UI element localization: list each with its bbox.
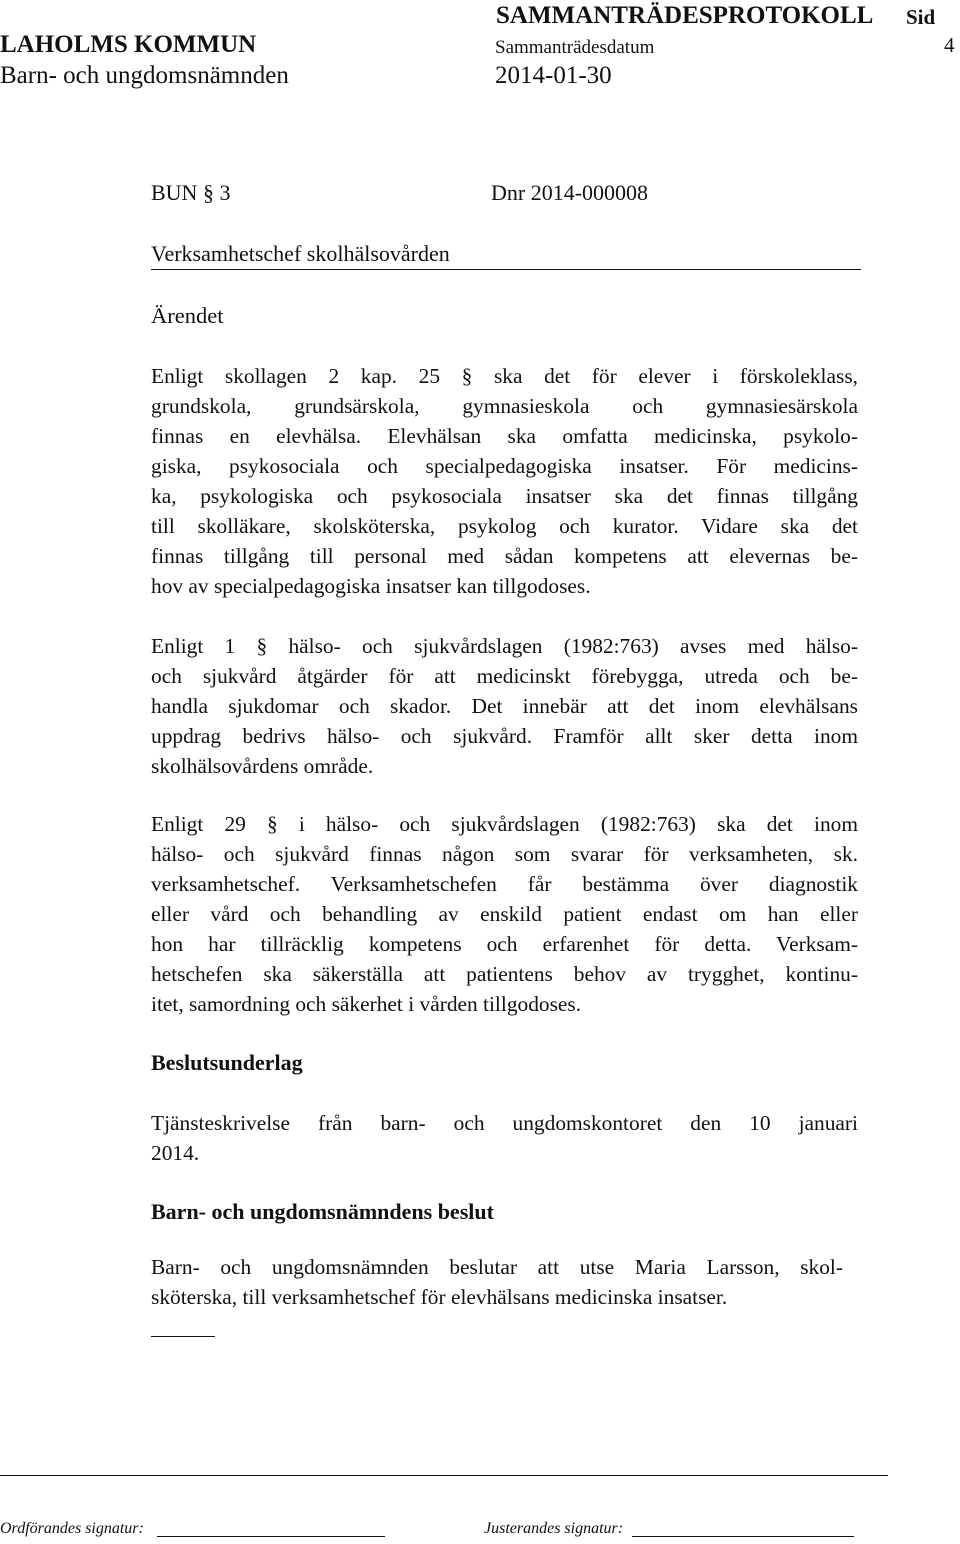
end-of-section-rule (151, 1336, 215, 1337)
text-line: sköterska, till verksamhetschef för elevhälsans medicinska insatser. (151, 1285, 728, 1309)
chair-signature-label: Ordförandes signatur: (0, 1520, 144, 1537)
text-line: skolhälsovårdens område. (151, 754, 374, 778)
text-line: hov av specialpedagogiska insatser kan tillgodoses. (151, 574, 591, 598)
text-line: eller vård och behandling av enskild patient endast om han eller (151, 902, 858, 926)
arendet-heading: Ärendet (151, 303, 224, 328)
text-line: giska, psykosociala och specialpedagogiska insatser. För medicins- (151, 454, 858, 478)
protocol-title: SAMMANTRÄDESPROTOKOLL (496, 2, 874, 29)
beslutsunderlag-heading: Beslutsunderlag (151, 1050, 303, 1075)
page-number: 4 (944, 33, 955, 57)
paragraph-4 (151, 1108, 858, 1168)
adjuster-signature-line (632, 1536, 854, 1537)
text-line: Enligt 29 § i hälso- och sjukvårdslagen (1982:763) ska det inom (151, 812, 858, 836)
case-title: Verksamhetschef skolhälsovården (151, 241, 450, 266)
text-line: Barn- och ungdomsnämnden beslutar att utse Maria Larsson, skol- (151, 1255, 843, 1279)
text-line: till skolläkare, skolsköterska, psykolog och kurator. Vidare ska det (151, 514, 858, 538)
paragraph-3 (151, 809, 858, 1019)
text-line: finnas en elevhälsa. Elevhälsan ska omfatta medicinska, psykolo- (151, 424, 858, 448)
municipality-name: LAHOLMS KOMMUN (0, 31, 257, 58)
text-line: hon har tillräcklig kompetens och erfarenhet för detta. Verksam- (151, 932, 858, 956)
chair-signature-line (157, 1536, 385, 1537)
text-line: hetschefen ska säkerställa att patientens behov av trygghet, kontinu- (151, 962, 858, 986)
case-number: BUN § 3 (151, 180, 231, 205)
text-line: och sjukvård åtgärder för att medicinskt förebygga, utreda och be- (151, 664, 858, 688)
paragraph-1 (151, 361, 858, 601)
text-line: grundskola, grundsärskola, gymnasieskola och gymnasiesärskola (151, 394, 858, 418)
committee-name: Barn- och ungdomsnämnden (0, 62, 289, 89)
text-line: finnas tillgång till personal med sådan kompetens att elevernas be- (151, 544, 858, 568)
sid-label: Sid (906, 5, 936, 29)
paragraph-2 (151, 631, 858, 781)
text-line: itet, samordning och säkerhet i vården tillgodoses. (151, 992, 582, 1016)
text-line: hälso- och sjukvård finnas någon som svarar för verksamheten, sk. (151, 842, 858, 866)
paragraph-5 (151, 1252, 843, 1312)
beslut-heading: Barn- och ungdomsnämndens beslut (151, 1199, 494, 1224)
text-line: Enligt 1 § hälso- och sjukvårdslagen (1982:763) avses med hälso- (151, 634, 858, 658)
text-line: uppdrag bedrivs hälso- och sjukvård. Framför allt sker detta inom (151, 724, 858, 748)
text-line: Tjänsteskrivelse från barn- och ungdomskontoret den 10 januari (151, 1111, 858, 1135)
case-dnr: Dnr 2014-000008 (491, 180, 649, 205)
text-line: Enligt skollagen 2 kap. 25 § ska det för elever i förskoleklass, (151, 364, 858, 388)
case-title-underline (151, 269, 861, 270)
adjuster-signature-label: Justerandes signatur: (484, 1520, 624, 1537)
text-line: verksamhetschef. Verksamhetschefen får bestämma över diagnostik (151, 872, 858, 896)
meeting-date-label: Sammanträdesdatum (495, 37, 655, 58)
text-line: handla sjukdomar och skador. Det innebär att det inom elevhälsans (151, 694, 858, 718)
meeting-date: 2014-01-30 (495, 62, 612, 89)
text-line: ka, psykologiska och psykosociala insatser ska det finnas tillgång (151, 484, 858, 508)
text-line: 2014. (151, 1141, 200, 1165)
footer-rule (0, 1475, 888, 1476)
